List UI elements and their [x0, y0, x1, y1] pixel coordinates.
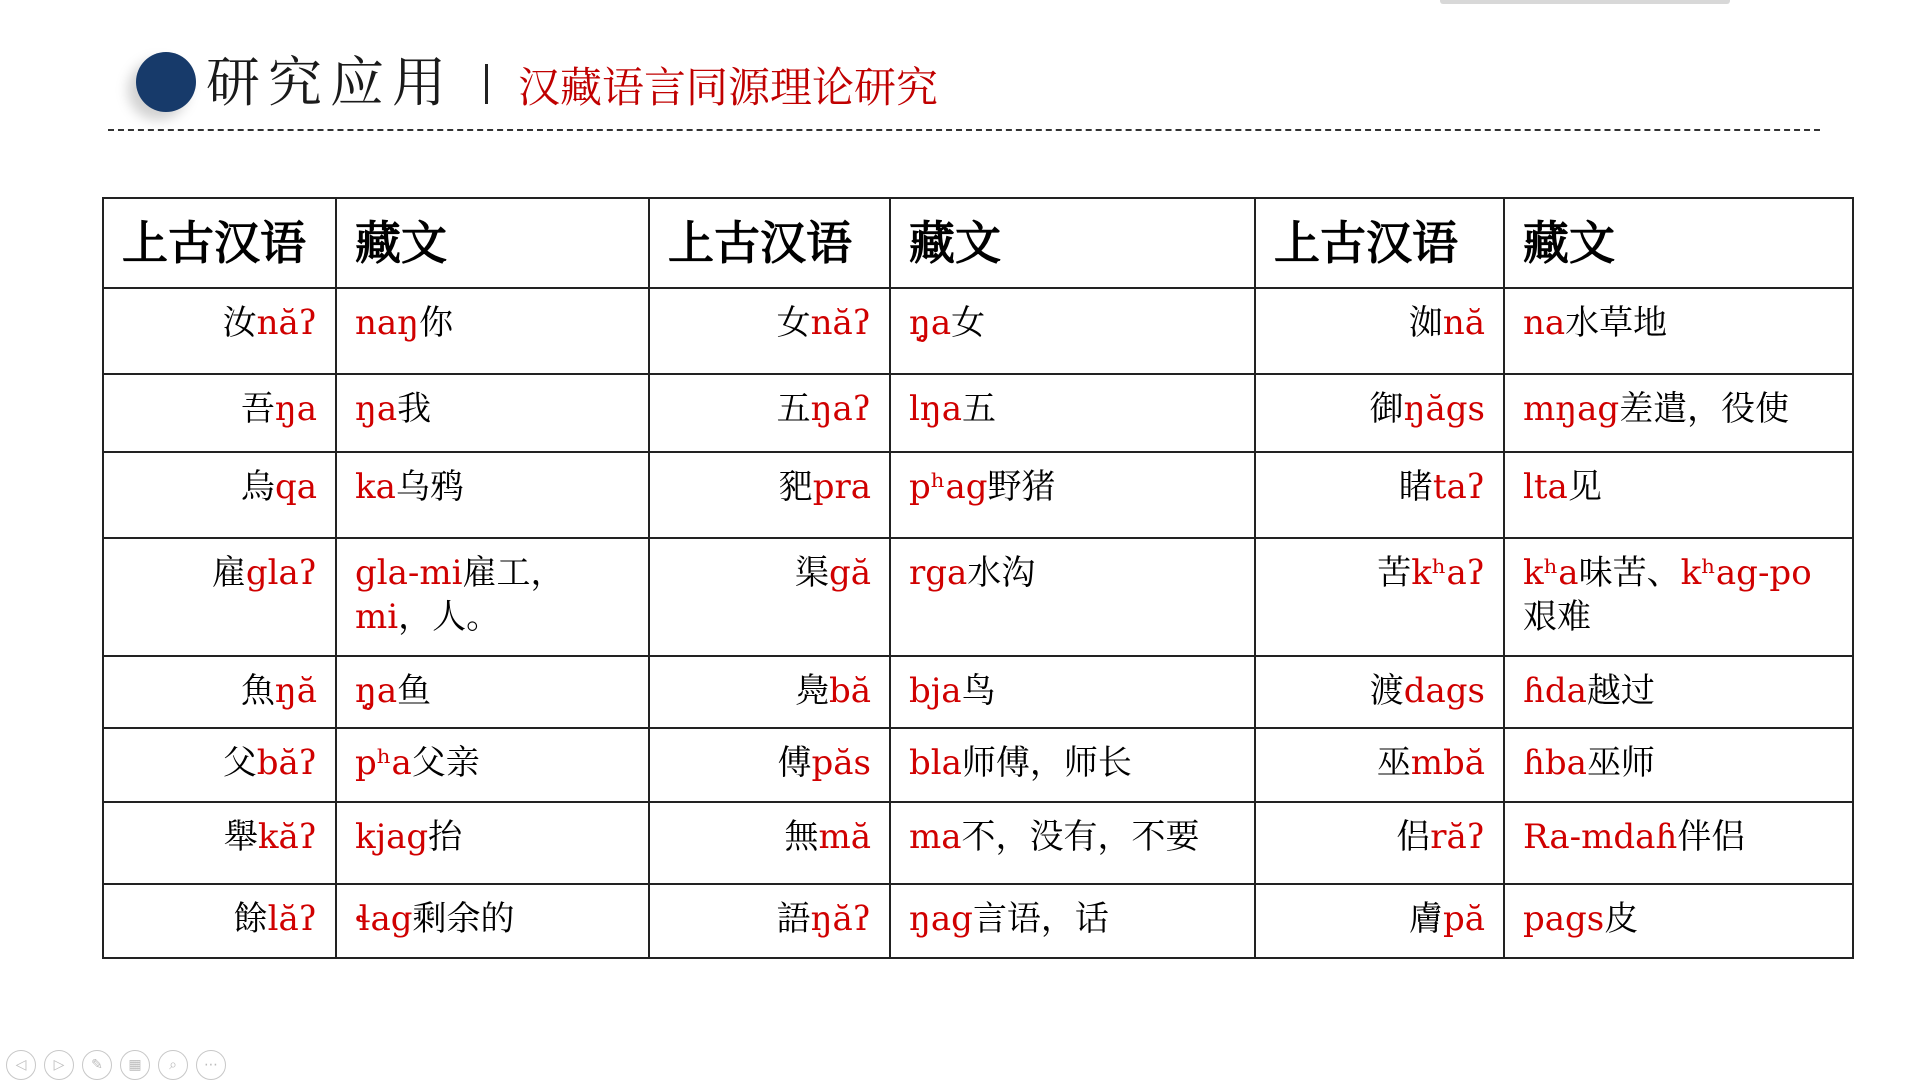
tibetan-form: bla [909, 743, 962, 783]
tibetan-gloss: 雇工， [462, 553, 565, 593]
oc-character: 語 [776, 899, 811, 939]
tibetan-form: naŋ [355, 303, 420, 343]
more-icon[interactable]: ⋯ [196, 1050, 226, 1080]
oc-reconstruction: qa [274, 467, 317, 507]
tibetan-cell [1504, 288, 1853, 374]
tibetan-cell [890, 288, 1255, 374]
header-old-chinese: 上古汉语 [649, 198, 890, 288]
tibetan-cell [336, 288, 649, 374]
tibetan-cell [336, 656, 649, 728]
old-chinese-cell [103, 452, 336, 538]
old-chinese-cell [1255, 288, 1504, 374]
tibetan-gloss: 女 [951, 303, 986, 343]
tibetan-cell [336, 374, 649, 452]
tibetan-form: ŋag [909, 899, 973, 939]
tibetan-cell [336, 538, 649, 656]
tibetan-gloss: 伴侣 [1677, 817, 1746, 857]
table-row [103, 802, 1853, 884]
table-header-row [103, 198, 1853, 288]
tibetan-extra-gloss: ，人。 [398, 597, 501, 637]
tibetan-cell [890, 538, 1255, 656]
old-chinese-cell [649, 884, 890, 958]
table-row [103, 884, 1853, 958]
oc-character: 父 [222, 743, 257, 783]
oc-reconstruction: nă [1442, 303, 1485, 343]
tibetan-cell [1504, 802, 1853, 884]
tibetan-extra-gloss: 艰难 [1523, 597, 1591, 637]
table-row [103, 538, 1853, 656]
tibetan-form: kʰa [1523, 553, 1579, 593]
tibetan-cell [336, 728, 649, 802]
header-old-chinese: 上古汉语 [1255, 198, 1504, 288]
tibetan-gloss: 巫师 [1586, 743, 1655, 783]
oc-reconstruction: taʔ [1432, 467, 1485, 507]
oc-reconstruction: ŋă [274, 671, 317, 711]
tibetan-form: pʰag [909, 467, 988, 507]
tibetan-gloss: 野猪 [987, 467, 1056, 507]
oc-reconstruction: dags [1403, 671, 1485, 711]
tibetan-gloss: 父亲 [411, 743, 480, 783]
old-chinese-cell [649, 656, 890, 728]
slide-header [0, 0, 1920, 140]
oc-character: 侣 [1396, 817, 1431, 857]
oc-reconstruction: păs [811, 743, 871, 783]
old-chinese-cell [1255, 802, 1504, 884]
oc-character: 渠 [794, 553, 829, 593]
oc-character: 雇 [211, 553, 246, 593]
tibetan-gloss: 越过 [1586, 671, 1655, 711]
zoom-icon[interactable]: ⌕ [158, 1050, 188, 1080]
tibetan-form: pʰa [355, 743, 412, 783]
oc-character: 餘 [233, 899, 268, 939]
table-row [103, 656, 1853, 728]
page-subtitle: 汉藏语言同源理论研究 [518, 63, 939, 112]
dashed-separator [108, 129, 1820, 131]
old-chinese-cell [103, 656, 336, 728]
tibetan-gloss: 你 [419, 303, 454, 343]
header-tibetan: 藏文 [890, 198, 1255, 288]
tibetan-form: ɦda [1523, 671, 1587, 711]
tibetan-form: ŋa [355, 389, 398, 429]
oc-reconstruction: mbă [1410, 743, 1485, 783]
old-chinese-cell [649, 374, 890, 452]
oc-character: 鳧 [794, 671, 829, 711]
tibetan-form: rga [909, 553, 968, 593]
tibetan-cell [336, 802, 649, 884]
next-slide-icon[interactable]: ▷ [44, 1050, 74, 1080]
oc-character: 洳 [1408, 303, 1443, 343]
tibetan-form: mŋag [1523, 389, 1620, 429]
tibetan-cell [1504, 884, 1853, 958]
title-divider [485, 64, 488, 104]
tibetan-form: ka [355, 467, 396, 507]
header-tibetan: 藏文 [336, 198, 649, 288]
oc-reconstruction: glaʔ [245, 553, 317, 593]
oc-reconstruction: ŋăgs [1403, 389, 1485, 429]
old-chinese-cell [1255, 538, 1504, 656]
tibetan-form: ma [909, 817, 962, 857]
tibetan-form: Ra-mdaɦ [1523, 817, 1678, 857]
oc-character: 汝 [222, 303, 257, 343]
tibetan-extra-form: kʰag-po [1680, 553, 1812, 593]
tibetan-gloss: 水沟 [967, 553, 1036, 593]
tibetan-cell [1504, 656, 1853, 728]
tibetan-gloss: 乌鸦 [395, 467, 464, 507]
slides-grid-icon[interactable]: ▦ [120, 1050, 150, 1080]
tibetan-cell [336, 884, 649, 958]
tibetan-cell [890, 728, 1255, 802]
old-chinese-cell [1255, 728, 1504, 802]
tibetan-form: ŋ̥a [909, 303, 952, 343]
tibetan-gloss: 鱼 [397, 671, 432, 711]
prev-slide-icon[interactable]: ◁ [6, 1050, 36, 1080]
old-chinese-cell [103, 538, 336, 656]
tibetan-form: kjag [355, 817, 429, 857]
tibetan-cell [890, 374, 1255, 452]
oc-reconstruction: kʰaʔ [1411, 553, 1485, 593]
oc-character: 烏 [240, 467, 275, 507]
old-chinese-cell [649, 288, 890, 374]
oc-character: 魚 [240, 671, 275, 711]
header-tibetan: 藏文 [1504, 198, 1853, 288]
tibetan-gloss: 五 [962, 389, 997, 429]
oc-character: 睹 [1398, 467, 1433, 507]
oc-reconstruction: răʔ [1430, 817, 1485, 857]
tibetan-cell [1504, 538, 1853, 656]
tibetan-extra-form: mi [355, 597, 399, 637]
tibetan-form: ŋ̥a [355, 671, 398, 711]
table-row [103, 452, 1853, 538]
oc-character: 傅 [777, 743, 812, 783]
old-chinese-cell [103, 802, 336, 884]
old-chinese-cell [103, 884, 336, 958]
tibetan-gloss: 皮 [1604, 899, 1639, 939]
tibetan-gloss: 水草地 [1565, 303, 1668, 343]
old-chinese-cell [649, 802, 890, 884]
tibetan-cell [890, 656, 1255, 728]
oc-reconstruction: mă [818, 817, 871, 857]
tibetan-cell [1504, 728, 1853, 802]
oc-character: 舉 [223, 817, 258, 857]
tibetan-form: ɬag [355, 899, 413, 939]
page-title: 研究应用 [206, 51, 454, 114]
oc-reconstruction: ŋa [274, 389, 317, 429]
oc-character: 五 [776, 389, 811, 429]
tibetan-gloss: 味苦、 [1578, 553, 1681, 593]
old-chinese-cell [103, 374, 336, 452]
old-chinese-cell [649, 538, 890, 656]
tibetan-cell [890, 452, 1255, 538]
oc-reconstruction: kăʔ [257, 817, 317, 857]
oc-reconstruction: pra [812, 467, 871, 507]
cognate-table [102, 197, 1854, 959]
oc-reconstruction: bă [828, 671, 871, 711]
old-chinese-cell [103, 288, 336, 374]
oc-reconstruction: pă [1442, 899, 1485, 939]
tibetan-form: ɦba [1523, 743, 1587, 783]
tibetan-form: bja [909, 671, 962, 711]
oc-reconstruction: ŋaʔ [810, 389, 871, 429]
old-chinese-cell [649, 452, 890, 538]
oc-character: 女 [776, 303, 811, 343]
tibetan-form: gla-mi [355, 553, 463, 593]
oc-reconstruction: gă [828, 553, 871, 593]
tibetan-gloss: 剩余的 [412, 899, 515, 939]
old-chinese-cell [1255, 374, 1504, 452]
oc-character: 御 [1369, 389, 1404, 429]
slideshow-controls [6, 1050, 226, 1080]
oc-character: 豝 [778, 467, 813, 507]
oc-reconstruction: lăʔ [267, 899, 317, 939]
bullet-dot [136, 52, 196, 112]
oc-character: 吾 [240, 389, 275, 429]
tibetan-form: lta [1523, 467, 1568, 507]
tibetan-gloss: 鸟 [961, 671, 996, 711]
oc-character: 巫 [1376, 743, 1411, 783]
tibetan-gloss: 言语，话 [972, 899, 1109, 939]
old-chinese-cell [1255, 656, 1504, 728]
old-chinese-cell [103, 728, 336, 802]
old-chinese-cell [1255, 884, 1504, 958]
tibetan-gloss: 抬 [428, 817, 463, 857]
oc-character: 膚 [1408, 899, 1443, 939]
tibetan-gloss: 差遣，役使 [1619, 389, 1790, 429]
tibetan-form: na [1523, 303, 1566, 343]
oc-character: 無 [784, 817, 819, 857]
tibetan-cell [890, 884, 1255, 958]
old-chinese-cell [649, 728, 890, 802]
oc-reconstruction: năʔ [810, 303, 871, 343]
table-row [103, 288, 1853, 374]
tibetan-cell [1504, 452, 1853, 538]
oc-reconstruction: ŋăʔ [810, 899, 871, 939]
tibetan-cell [336, 452, 649, 538]
pen-icon[interactable]: ✎ [82, 1050, 112, 1080]
oc-reconstruction: băʔ [256, 743, 317, 783]
tibetan-cell [890, 802, 1255, 884]
oc-reconstruction: năʔ [256, 303, 317, 343]
table-row [103, 374, 1853, 452]
tibetan-gloss: 不，没有，不要 [961, 817, 1200, 857]
tibetan-gloss: 我 [397, 389, 432, 429]
old-chinese-cell [1255, 452, 1504, 538]
tibetan-cell [1504, 374, 1853, 452]
oc-character: 苦 [1377, 553, 1412, 593]
table-row [103, 728, 1853, 802]
tibetan-form: pags [1523, 899, 1605, 939]
header-old-chinese: 上古汉语 [103, 198, 336, 288]
tibetan-form: lŋa [909, 389, 963, 429]
tibetan-gloss: 见 [1567, 467, 1602, 507]
oc-character: 渡 [1369, 671, 1404, 711]
tibetan-gloss: 师傅，师长 [961, 743, 1132, 783]
